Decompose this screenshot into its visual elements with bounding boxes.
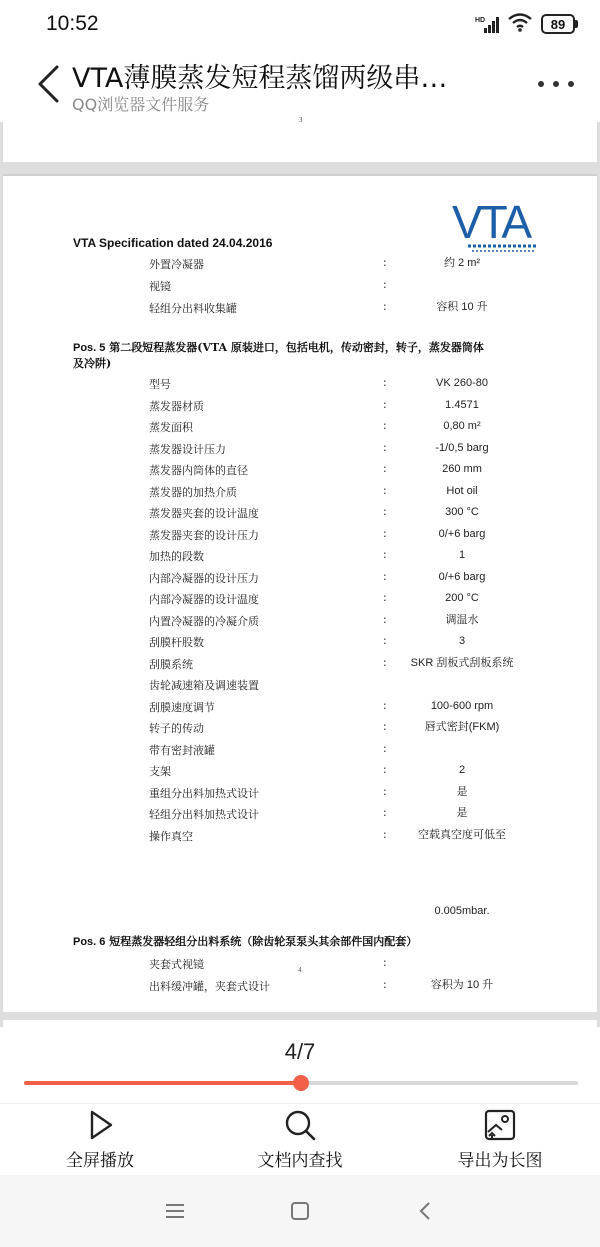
pos5-spec-row: [3, 376, 597, 396]
page-title: VTA薄膜蒸发短程蒸馏两级串…: [72, 63, 448, 94]
chevron-left-icon: [35, 64, 61, 104]
spec-value: SKR 刮板式刮板系统: [410, 656, 514, 669]
pos5-spec-row: [3, 763, 597, 783]
spec-colon: :: [383, 634, 387, 647]
pos5-spec-row: [3, 742, 597, 762]
page-slider[interactable]: [24, 1081, 578, 1085]
spec-colon: :: [383, 720, 387, 733]
spec-colon: :: [383, 440, 387, 454]
spec-value: Hot oil: [446, 484, 478, 497]
spec-colon: :: [383, 591, 387, 604]
spec-value: 200 °C: [445, 592, 479, 604]
spec-colon: :: [383, 806, 387, 819]
spec-value: 3: [458, 635, 466, 647]
back-button[interactable]: [28, 62, 68, 106]
spec-colon: :: [383, 526, 387, 540]
pos5-number: Pos. 5: [73, 342, 106, 354]
pos5-spec-row: [3, 699, 597, 719]
pos5-spec-row: [3, 677, 597, 697]
spec-label: 带有密封液罐: [149, 743, 215, 757]
spec-label: 夹套式视镜: [149, 958, 204, 971]
spec-colon: :: [383, 483, 387, 497]
network-type-label: HD: [475, 17, 486, 24]
spec-label: 内部冷凝器的设计压力: [149, 571, 259, 585]
top-spec-row: [3, 300, 597, 320]
spec-label: 刮膜杆股数: [149, 636, 204, 649]
more-options-button[interactable]: [538, 76, 574, 92]
pos6-number: Pos. 6: [73, 936, 106, 948]
vta-logo: [450, 194, 540, 256]
spec-label: 刮膜系统: [149, 657, 193, 671]
svg-text:VTA: VTA: [452, 196, 530, 248]
spec-value: 是: [456, 785, 468, 798]
export-long-image-label: 导出为长图: [457, 1151, 543, 1171]
spec-label: 型号: [149, 378, 171, 391]
pos6-spec-row: [3, 978, 597, 998]
pos5-spec-row: [3, 548, 597, 568]
fullscreen-play-label: 全屏播放: [66, 1151, 134, 1171]
spec-colon: :: [383, 548, 387, 561]
spec-label: 蒸发器设计压力: [149, 442, 226, 456]
pos5-spec-row: [3, 806, 597, 826]
vacuum-value-line2-row: [3, 904, 597, 924]
spec-label: 蒸发器夹套的设计压力: [149, 528, 259, 542]
spec-colon: :: [383, 376, 387, 389]
export-image-icon: [483, 1108, 517, 1142]
pos5-heading: [73, 340, 484, 372]
pos5-spec-row: [3, 441, 597, 461]
spec-value: 0,80 m²: [443, 420, 481, 432]
top-spec-row: [3, 256, 597, 276]
spec-colon: :: [383, 763, 387, 776]
spec-colon: :: [383, 505, 387, 518]
pos5-spec-row: [3, 527, 597, 547]
pos6-heading: [73, 934, 417, 950]
recent-apps-button[interactable]: [160, 1199, 190, 1223]
spec-label: 内部冷凝器的设计温度: [149, 593, 259, 606]
spec-colon: :: [383, 278, 387, 291]
pos5-spec-row: [3, 634, 597, 654]
spec-label: 加热的段数: [149, 550, 204, 563]
spec-value: 空载真空度可低至: [418, 828, 506, 841]
page-number: 4: [298, 966, 302, 974]
pos5-spec-row: [3, 828, 597, 848]
status-bar: [0, 0, 600, 50]
pos5-spec-row: [3, 570, 597, 590]
page-navigator: [0, 1027, 600, 1103]
pos5-spec-row: [3, 613, 597, 633]
top-spec-row: [3, 278, 597, 298]
spec-value: 容积 10 升: [436, 301, 488, 313]
spec-value: 是: [456, 807, 468, 819]
pos5-spec-row: [3, 505, 597, 525]
status-icons: [475, 12, 578, 36]
more-dot-icon: [553, 81, 559, 87]
pos5-spec-row: [3, 785, 597, 805]
pos5-spec-row: [3, 398, 597, 418]
page-slider-thumb[interactable]: [293, 1075, 309, 1091]
spec-label: 齿轮减速箱及调速装置: [149, 679, 259, 692]
spec-colon: :: [383, 419, 387, 432]
status-time: 10:52: [46, 12, 99, 35]
back-icon: [418, 1201, 432, 1221]
spec-label: 蒸发器夹套的设计温度: [149, 507, 259, 520]
fullscreen-play-button[interactable]: [25, 1108, 175, 1172]
spec-title: VTA Specification dated 24.04.2016: [73, 236, 273, 250]
spec-colon: :: [383, 698, 387, 712]
spec-colon: :: [383, 300, 387, 313]
spec-label: 刮膜速度调节: [149, 700, 215, 714]
bottom-toolbar: [0, 1103, 600, 1175]
spec-colon: :: [383, 569, 387, 583]
pos5-spec-row: [3, 462, 597, 482]
pos5-spec-row: [3, 484, 597, 504]
pos5-title-line2: 及冷阱): [73, 357, 112, 370]
spec-value: 0/+6 barg: [438, 527, 486, 540]
spec-label: 外置冷凝器: [149, 258, 204, 271]
pos6-title-line1: 短程蒸发器轻组分出料系统（除齿轮泵泵头其余部件国内配套）: [105, 935, 418, 948]
system-navigation-bar: [0, 1175, 600, 1247]
document-page: [3, 174, 597, 1012]
spec-label: 蒸发器的加热介质: [149, 485, 237, 499]
spec-label: 出料缓冲罐，夹套式设计: [149, 980, 270, 993]
page-slider-progress: [24, 1081, 301, 1085]
spec-label: 蒸发器材质: [149, 399, 204, 413]
previous-page: [3, 116, 597, 162]
spec-value: 调温水: [445, 613, 479, 626]
spec-value: 1: [458, 549, 466, 561]
more-dot-icon: [538, 81, 544, 87]
spec-value: 1.4571: [445, 398, 479, 411]
page-indicator: 4/7: [284, 1039, 316, 1064]
spec-colon: :: [383, 397, 387, 411]
spec-label: 转子的传动: [149, 722, 204, 735]
spec-value: 容积为 10 升: [430, 979, 494, 991]
spec-colon: :: [383, 978, 387, 991]
system-back-button[interactable]: [410, 1199, 440, 1223]
spec-value: VK 260-80: [436, 377, 488, 389]
spec-colon: :: [383, 784, 387, 798]
find-in-document-button[interactable]: [225, 1108, 375, 1172]
wifi-icon: [507, 12, 533, 36]
app-header: [0, 50, 600, 122]
spec-colon: :: [383, 741, 387, 755]
spec-value: 2: [458, 764, 466, 776]
spec-colon: :: [383, 462, 387, 475]
spec-label: 蒸发器内筒体的直径: [149, 464, 248, 477]
play-icon: [83, 1108, 117, 1142]
more-dot-icon: [568, 81, 574, 87]
spec-label: 轻组分出料收集罐: [149, 302, 237, 315]
spec-colon: :: [383, 827, 387, 841]
spec-label: 重组分出料加热式设计: [149, 786, 259, 800]
pos5-spec-row: [3, 419, 597, 439]
spec-value: 约 2 m²: [443, 257, 481, 269]
spec-label: 操作真空: [149, 829, 193, 843]
spec-value: 0/+6 barg: [438, 570, 486, 583]
previous-page-number: 3: [299, 116, 303, 124]
home-icon: [290, 1201, 310, 1221]
pos5-spec-row: [3, 720, 597, 740]
spec-colon: :: [383, 612, 387, 626]
spec-colon: :: [383, 956, 387, 969]
export-long-image-button[interactable]: [425, 1108, 575, 1172]
spec-colon: :: [383, 655, 387, 669]
page-subtitle: QQ浏览器文件服务: [72, 95, 210, 114]
find-in-document-label: 文档内查找: [257, 1151, 343, 1171]
spec-label: 轻组分出料加热式设计: [149, 808, 259, 821]
spec-label: 内置冷凝器的冷凝介质: [149, 614, 259, 628]
document-viewer[interactable]: [0, 116, 600, 1027]
pos5-spec-row: [3, 591, 597, 611]
home-button[interactable]: [285, 1199, 315, 1223]
spec-label: 蒸发面积: [149, 421, 193, 434]
signal-icon: [475, 14, 499, 34]
search-icon: [283, 1108, 317, 1142]
battery-icon: [541, 14, 578, 34]
menu-icon: [164, 1202, 186, 1220]
spec-label: 视镜: [149, 280, 171, 293]
spec-value: 唇式密封(FKM): [424, 721, 500, 733]
spec-label: 支架: [149, 765, 171, 778]
spec-value: -1/0,5 barg: [435, 441, 489, 454]
pos5-title-line1: 第二段短程蒸发器(VTA 原装进口，包括电机，传动密封，转子，蒸发器筒体: [105, 341, 484, 354]
vacuum-value-line2: 0.005mbar.: [434, 905, 490, 917]
spec-value: 260 mm: [442, 463, 482, 475]
spec-value: 100-600 rpm: [430, 699, 494, 712]
spec-value: 300 °C: [445, 506, 479, 518]
battery-level: 89: [541, 14, 575, 34]
pos5-spec-row: [3, 656, 597, 676]
spec-colon: :: [383, 256, 387, 269]
